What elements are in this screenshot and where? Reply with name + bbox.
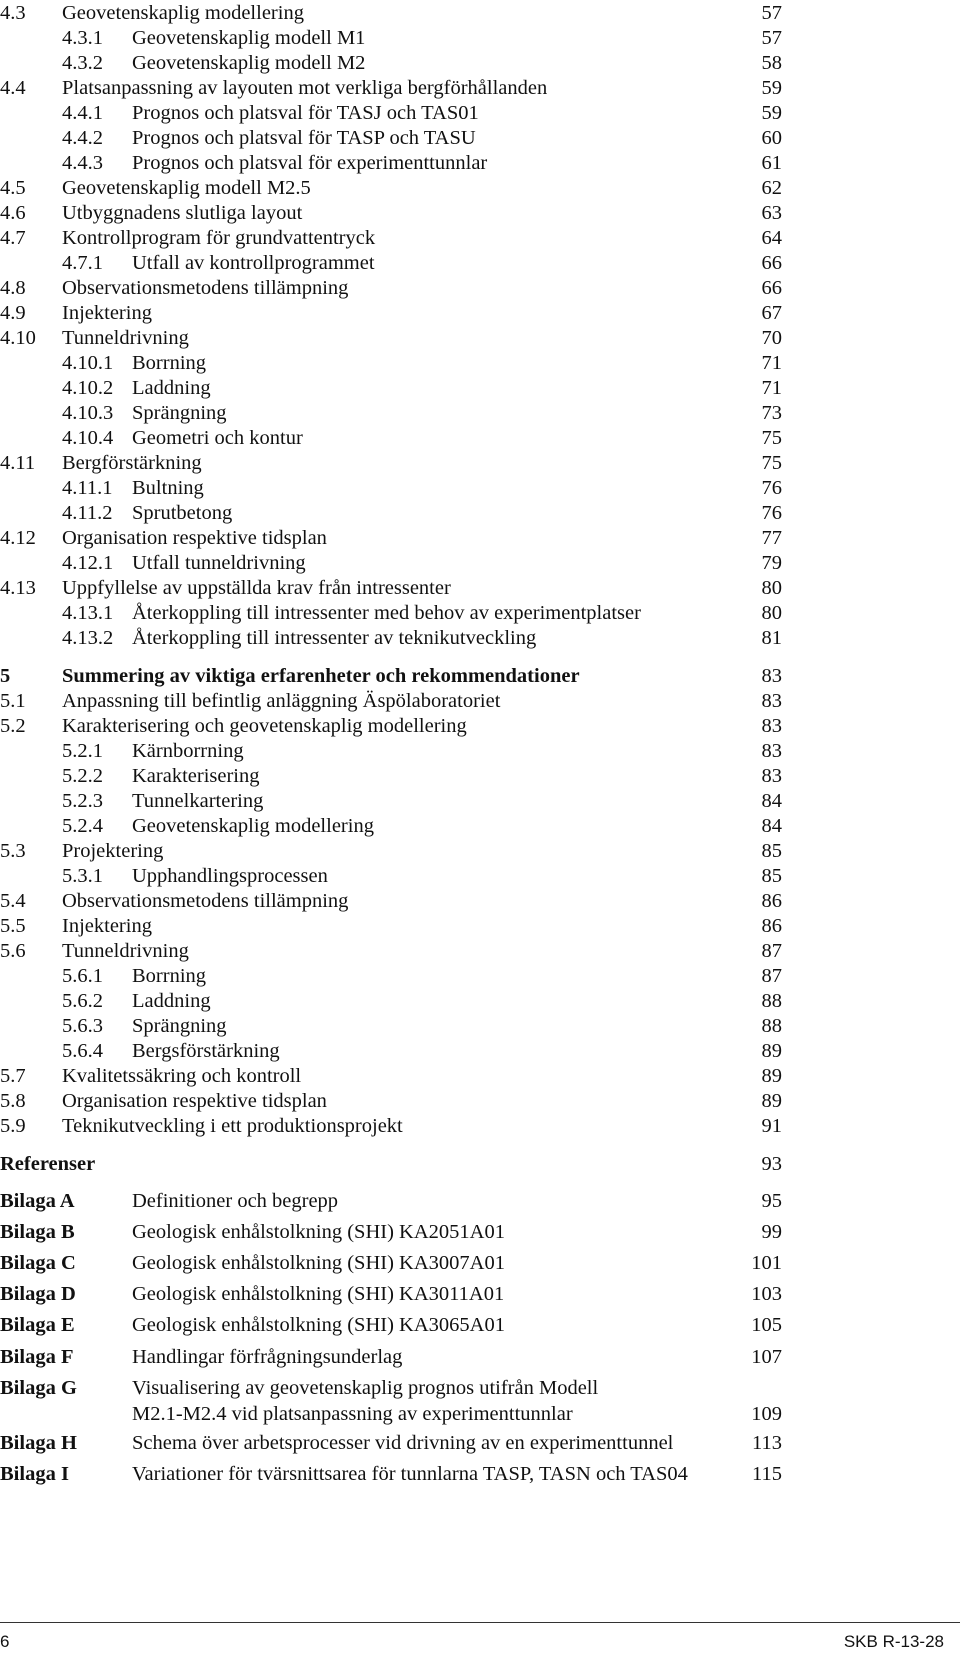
- toc-entry-page: 66: [761, 277, 782, 299]
- toc-entry-page: 59: [761, 77, 782, 99]
- toc-entry-page: 101: [751, 1252, 782, 1274]
- toc-entry-title: Utfall av kontrollprogrammet: [132, 252, 375, 274]
- toc-entry-title: Handlingar förfrågningsunderlag: [132, 1346, 403, 1368]
- toc-entry-number: 4.3.2: [62, 52, 103, 74]
- toc-entry-page: 76: [761, 477, 782, 499]
- toc-entry-page: 75: [761, 452, 782, 474]
- toc-entry-page: 83: [761, 665, 782, 687]
- toc-entry-number: 4.3.1: [62, 27, 103, 49]
- toc-entry-page: 83: [761, 740, 782, 762]
- toc-entry-title: Geologisk enhålstolkning (SHI) KA2051A01: [132, 1221, 505, 1243]
- footer-report-id: SKB R-13-28: [843, 1632, 944, 1651]
- toc-entry-number: 5.6.4: [62, 1040, 103, 1062]
- toc-entry-number: 5.6.1: [62, 965, 103, 987]
- toc-entry-page: 64: [761, 227, 782, 249]
- toc-entry-page: 88: [761, 1015, 782, 1037]
- toc-entry-number: 5.3.1: [62, 865, 103, 887]
- toc-entry-page: 80: [761, 602, 782, 624]
- toc-entry-page: 85: [761, 840, 782, 862]
- toc-entry-number: 5: [0, 665, 11, 687]
- toc-entry-title: Karakterisering och geovetenskaplig modellering: [62, 715, 467, 737]
- toc-entry-title: Prognos och platsval för TASP och TASU: [132, 127, 476, 149]
- toc-entry-number: 4.7.1: [62, 252, 103, 274]
- toc-entry-title: Definitioner och begrepp: [132, 1190, 339, 1212]
- toc-entry-page: 75: [761, 427, 782, 449]
- toc-entry-page: 99: [761, 1221, 782, 1243]
- toc-entry-title: Utfall tunneldrivning: [132, 552, 306, 574]
- toc-entry-number: 5.6.2: [62, 990, 103, 1012]
- toc-entry-page: 88: [761, 990, 782, 1012]
- toc-entry-number: Bilaga H: [0, 1432, 77, 1454]
- toc-entry-title: Variationer för tvärsnittsarea för tunnlarna TASP, TASN och TAS04: [132, 1463, 688, 1485]
- toc-entry-title: Sprängning: [132, 1015, 227, 1037]
- toc-entry-title: Uppfyllelse av uppställda krav från intressenter: [62, 577, 451, 599]
- toc-entry-page: 63: [761, 202, 782, 224]
- toc-entry-title: Anpassning till befintlig anläggning Äspölaboratoriet: [62, 690, 501, 712]
- toc-entry-page: 58: [761, 52, 782, 74]
- toc-entry-title: [132, 1375, 598, 1427]
- toc-entry-page: 89: [761, 1090, 782, 1112]
- toc-entry-title: Geologisk enhålstolkning (SHI) KA3007A01: [132, 1252, 505, 1274]
- toc-entry-page: 84: [761, 815, 782, 837]
- toc-entry-page: 83: [761, 765, 782, 787]
- toc-entry-number: 4.11: [0, 452, 36, 474]
- toc-entry-title: Geovetenskaplig modell M2: [132, 52, 366, 74]
- toc-entry-number: 4.11.2: [62, 502, 113, 524]
- toc-entry-page: 105: [751, 1314, 782, 1336]
- toc-entry-number: 5.2.4: [62, 815, 103, 837]
- toc-entry-number: 4.6: [0, 202, 26, 224]
- toc-entry-number: 4.9: [0, 302, 26, 324]
- toc-entry-number: 5.6: [0, 940, 26, 962]
- toc-entry-page: 93: [761, 1153, 782, 1175]
- toc-entry-title: Teknikutveckling i ett produktionsprojekt: [62, 1115, 403, 1137]
- toc-entry-title: Summering av viktiga erfarenheter och rekommendationer: [62, 665, 580, 687]
- toc-entry-title: Schema över arbetsprocesser vid drivning av en experimenttunnel: [132, 1432, 674, 1454]
- toc-entry-page: 89: [761, 1040, 782, 1062]
- toc-entry-title: Injektering: [62, 302, 152, 324]
- toc-entry-number: Bilaga F: [0, 1346, 74, 1368]
- toc-entry-number: 4.13.2: [62, 627, 114, 649]
- toc-entry-number: 5.2: [0, 715, 26, 737]
- toc-entry-number: 4.7: [0, 227, 26, 249]
- toc-entry-number: 4.10.4: [62, 427, 114, 449]
- toc-entry-page: 113: [752, 1432, 782, 1454]
- toc-entry-title: Prognos och platsval för TASJ och TAS01: [132, 102, 479, 124]
- toc-entry-number: 4.10: [0, 327, 36, 349]
- toc-entry-title: Prognos och platsval för experimenttunnlar: [132, 152, 488, 174]
- toc-entry-title-line2: M2.1-M2.4 vid platsanpassning av experimenttunnlar: [132, 1403, 573, 1425]
- footer-divider: [0, 1622, 960, 1623]
- toc-entry-title: Geovetenskaplig modell M2.5: [62, 177, 311, 199]
- toc-entry-title: Organisation respektive tidsplan: [62, 1090, 327, 1112]
- toc-entry-title: Sprängning: [132, 402, 227, 424]
- toc-entry-number: 4.4.3: [62, 152, 103, 174]
- toc-entry-number: 5.2.2: [62, 765, 103, 787]
- toc-entry-page: 66: [761, 252, 782, 274]
- toc-entry-title: Laddning: [132, 377, 211, 399]
- toc-entry-number: 5.6.3: [62, 1015, 103, 1037]
- toc-entry-page: 57: [761, 2, 782, 24]
- toc-entry-number: 5.8: [0, 1090, 26, 1112]
- toc-entry-title: Kontrollprogram för grundvattentryck: [62, 227, 376, 249]
- toc-entry-page: 95: [761, 1190, 782, 1212]
- toc-entry-page: 103: [751, 1283, 782, 1305]
- toc-entry-page: 61: [761, 152, 782, 174]
- toc-entry-page: 67: [761, 302, 782, 324]
- footer-page-number: 6: [0, 1632, 10, 1651]
- toc-entry-number: Referenser: [0, 1153, 96, 1175]
- toc-entry-number: Bilaga D: [0, 1283, 76, 1305]
- toc-entry-title: Platsanpassning av layouten mot verkliga bergförhållanden: [62, 77, 548, 99]
- toc-entry-number: 4.13: [0, 577, 36, 599]
- toc-entry-number: 4.8: [0, 277, 26, 299]
- toc-entry-title: Bultning: [132, 477, 204, 499]
- toc-entry-number: 4.10.2: [62, 377, 114, 399]
- toc-entry-title: Geologisk enhålstolkning (SHI) KA3065A01: [132, 1314, 505, 1336]
- toc-entry-number: 5.7: [0, 1065, 26, 1087]
- toc-entry-title: Injektering: [62, 915, 152, 937]
- toc-entry-title: Observationsmetodens tillämpning: [62, 890, 349, 912]
- toc-entry-title: Borrning: [132, 352, 207, 374]
- toc-entry-page: 86: [761, 890, 782, 912]
- toc-entry-page: 115: [752, 1463, 782, 1485]
- toc-entry-number: Bilaga A: [0, 1190, 75, 1212]
- toc-entry-page: 73: [761, 402, 782, 424]
- toc-entry-page: 60: [761, 127, 782, 149]
- toc-entry-number: 4.11.1: [62, 477, 113, 499]
- toc-entry-page: 87: [761, 940, 782, 962]
- toc-entry-page: 83: [761, 715, 782, 737]
- toc-entry-number: 4.5: [0, 177, 26, 199]
- toc-entry-title: Observationsmetodens tillämpning: [62, 277, 349, 299]
- toc-entry-number: 5.3: [0, 840, 26, 862]
- toc-entry-number: 4.4: [0, 77, 26, 99]
- toc-entry-number: Bilaga C: [0, 1252, 76, 1274]
- toc-entry-title: Organisation respektive tidsplan: [62, 527, 327, 549]
- toc-entry-page: 77: [761, 527, 782, 549]
- toc-entry-page: 81: [761, 627, 782, 649]
- toc-entry-page: 76: [761, 502, 782, 524]
- toc-entry-number: 4.4.1: [62, 102, 103, 124]
- toc-entry-title: Projektering: [62, 840, 164, 862]
- toc-entry-title: Sprutbetong: [132, 502, 233, 524]
- toc-entry-page: 59: [761, 102, 782, 124]
- toc-entry-page: 85: [761, 865, 782, 887]
- toc-entry-title: Utbyggnadens slutliga layout: [62, 202, 303, 224]
- toc-entry-title: Borrning: [132, 965, 207, 987]
- toc-entry-title: Bergsförstärkning: [132, 1040, 280, 1062]
- toc-entry-number: 5.4: [0, 890, 26, 912]
- toc-entry-number: 4.12.1: [62, 552, 114, 574]
- toc-entry-title: Geovetenskaplig modell M1: [132, 27, 366, 49]
- toc-entry-page: 71: [761, 377, 782, 399]
- toc-entry-page: 107: [751, 1346, 782, 1368]
- toc-entry-number: 4.13.1: [62, 602, 114, 624]
- toc-entry-title: Laddning: [132, 990, 211, 1012]
- toc-entry-number: Bilaga G: [0, 1377, 77, 1399]
- toc-entry-title: Kärnborrning: [132, 740, 244, 762]
- toc-entry-title: Upphandlingsprocessen: [132, 865, 328, 887]
- toc-entry-page: 83: [761, 690, 782, 712]
- toc-entry-number: Bilaga I: [0, 1463, 69, 1485]
- toc-entry-title: Karakterisering: [132, 765, 260, 787]
- toc-entry-number: 4.4.2: [62, 127, 103, 149]
- toc-entry-number: 5.1: [0, 690, 26, 712]
- toc-entry-title: Tunneldrivning: [62, 940, 189, 962]
- toc-entry-number: 4.10.1: [62, 352, 114, 374]
- toc-entry-title: Geologisk enhålstolkning (SHI) KA3011A01: [132, 1283, 505, 1305]
- toc-entry-page: 87: [761, 965, 782, 987]
- toc-entry-number: 5.9: [0, 1115, 26, 1137]
- toc-entry-title: Bergförstärkning: [62, 452, 202, 474]
- toc-entry-page: 79: [761, 552, 782, 574]
- toc-entry-page: 89: [761, 1065, 782, 1087]
- toc-entry-page: 86: [761, 915, 782, 937]
- toc-entry-title: Geovetenskaplig modellering: [132, 815, 374, 837]
- toc-entry-title: Återkoppling till intressenter av teknikutveckling: [132, 627, 537, 649]
- toc-entry-title: Geovetenskaplig modellering: [62, 2, 304, 24]
- toc-entry-number: 5.5: [0, 915, 26, 937]
- toc-entry-title: Återkoppling till intressenter med behov av experimentplatser: [132, 602, 641, 624]
- toc-entry-page: 84: [761, 790, 782, 812]
- toc-entry-number: Bilaga B: [0, 1221, 75, 1243]
- toc-entry-number: 4.3: [0, 2, 26, 24]
- toc-entry-page: 80: [761, 577, 782, 599]
- toc-entry-title: Tunnelkartering: [132, 790, 264, 812]
- toc-entry-page: 109: [751, 1403, 782, 1425]
- toc-entry-title-line1: Visualisering av geovetenskaplig prognos utifrån Modell: [132, 1377, 599, 1399]
- toc-entry-title: Geometri och kontur: [132, 427, 303, 449]
- toc-entry-number: Bilaga E: [0, 1314, 75, 1336]
- toc-entry-page: 62: [761, 177, 782, 199]
- toc-entry-page: 70: [761, 327, 782, 349]
- toc-entry-number: 4.12: [0, 527, 36, 549]
- toc-entry-title: Tunneldrivning: [62, 327, 189, 349]
- toc-entry-page: 71: [761, 352, 782, 374]
- toc-entry-title: Kvalitetssäkring och kontroll: [62, 1065, 302, 1087]
- toc-entry-number: 5.2.3: [62, 790, 103, 812]
- toc-entry-number: 4.10.3: [62, 402, 114, 424]
- toc-entry-page: 57: [761, 27, 782, 49]
- toc-entry-page: 91: [761, 1115, 782, 1137]
- toc-entry-number: 5.2.1: [62, 740, 103, 762]
